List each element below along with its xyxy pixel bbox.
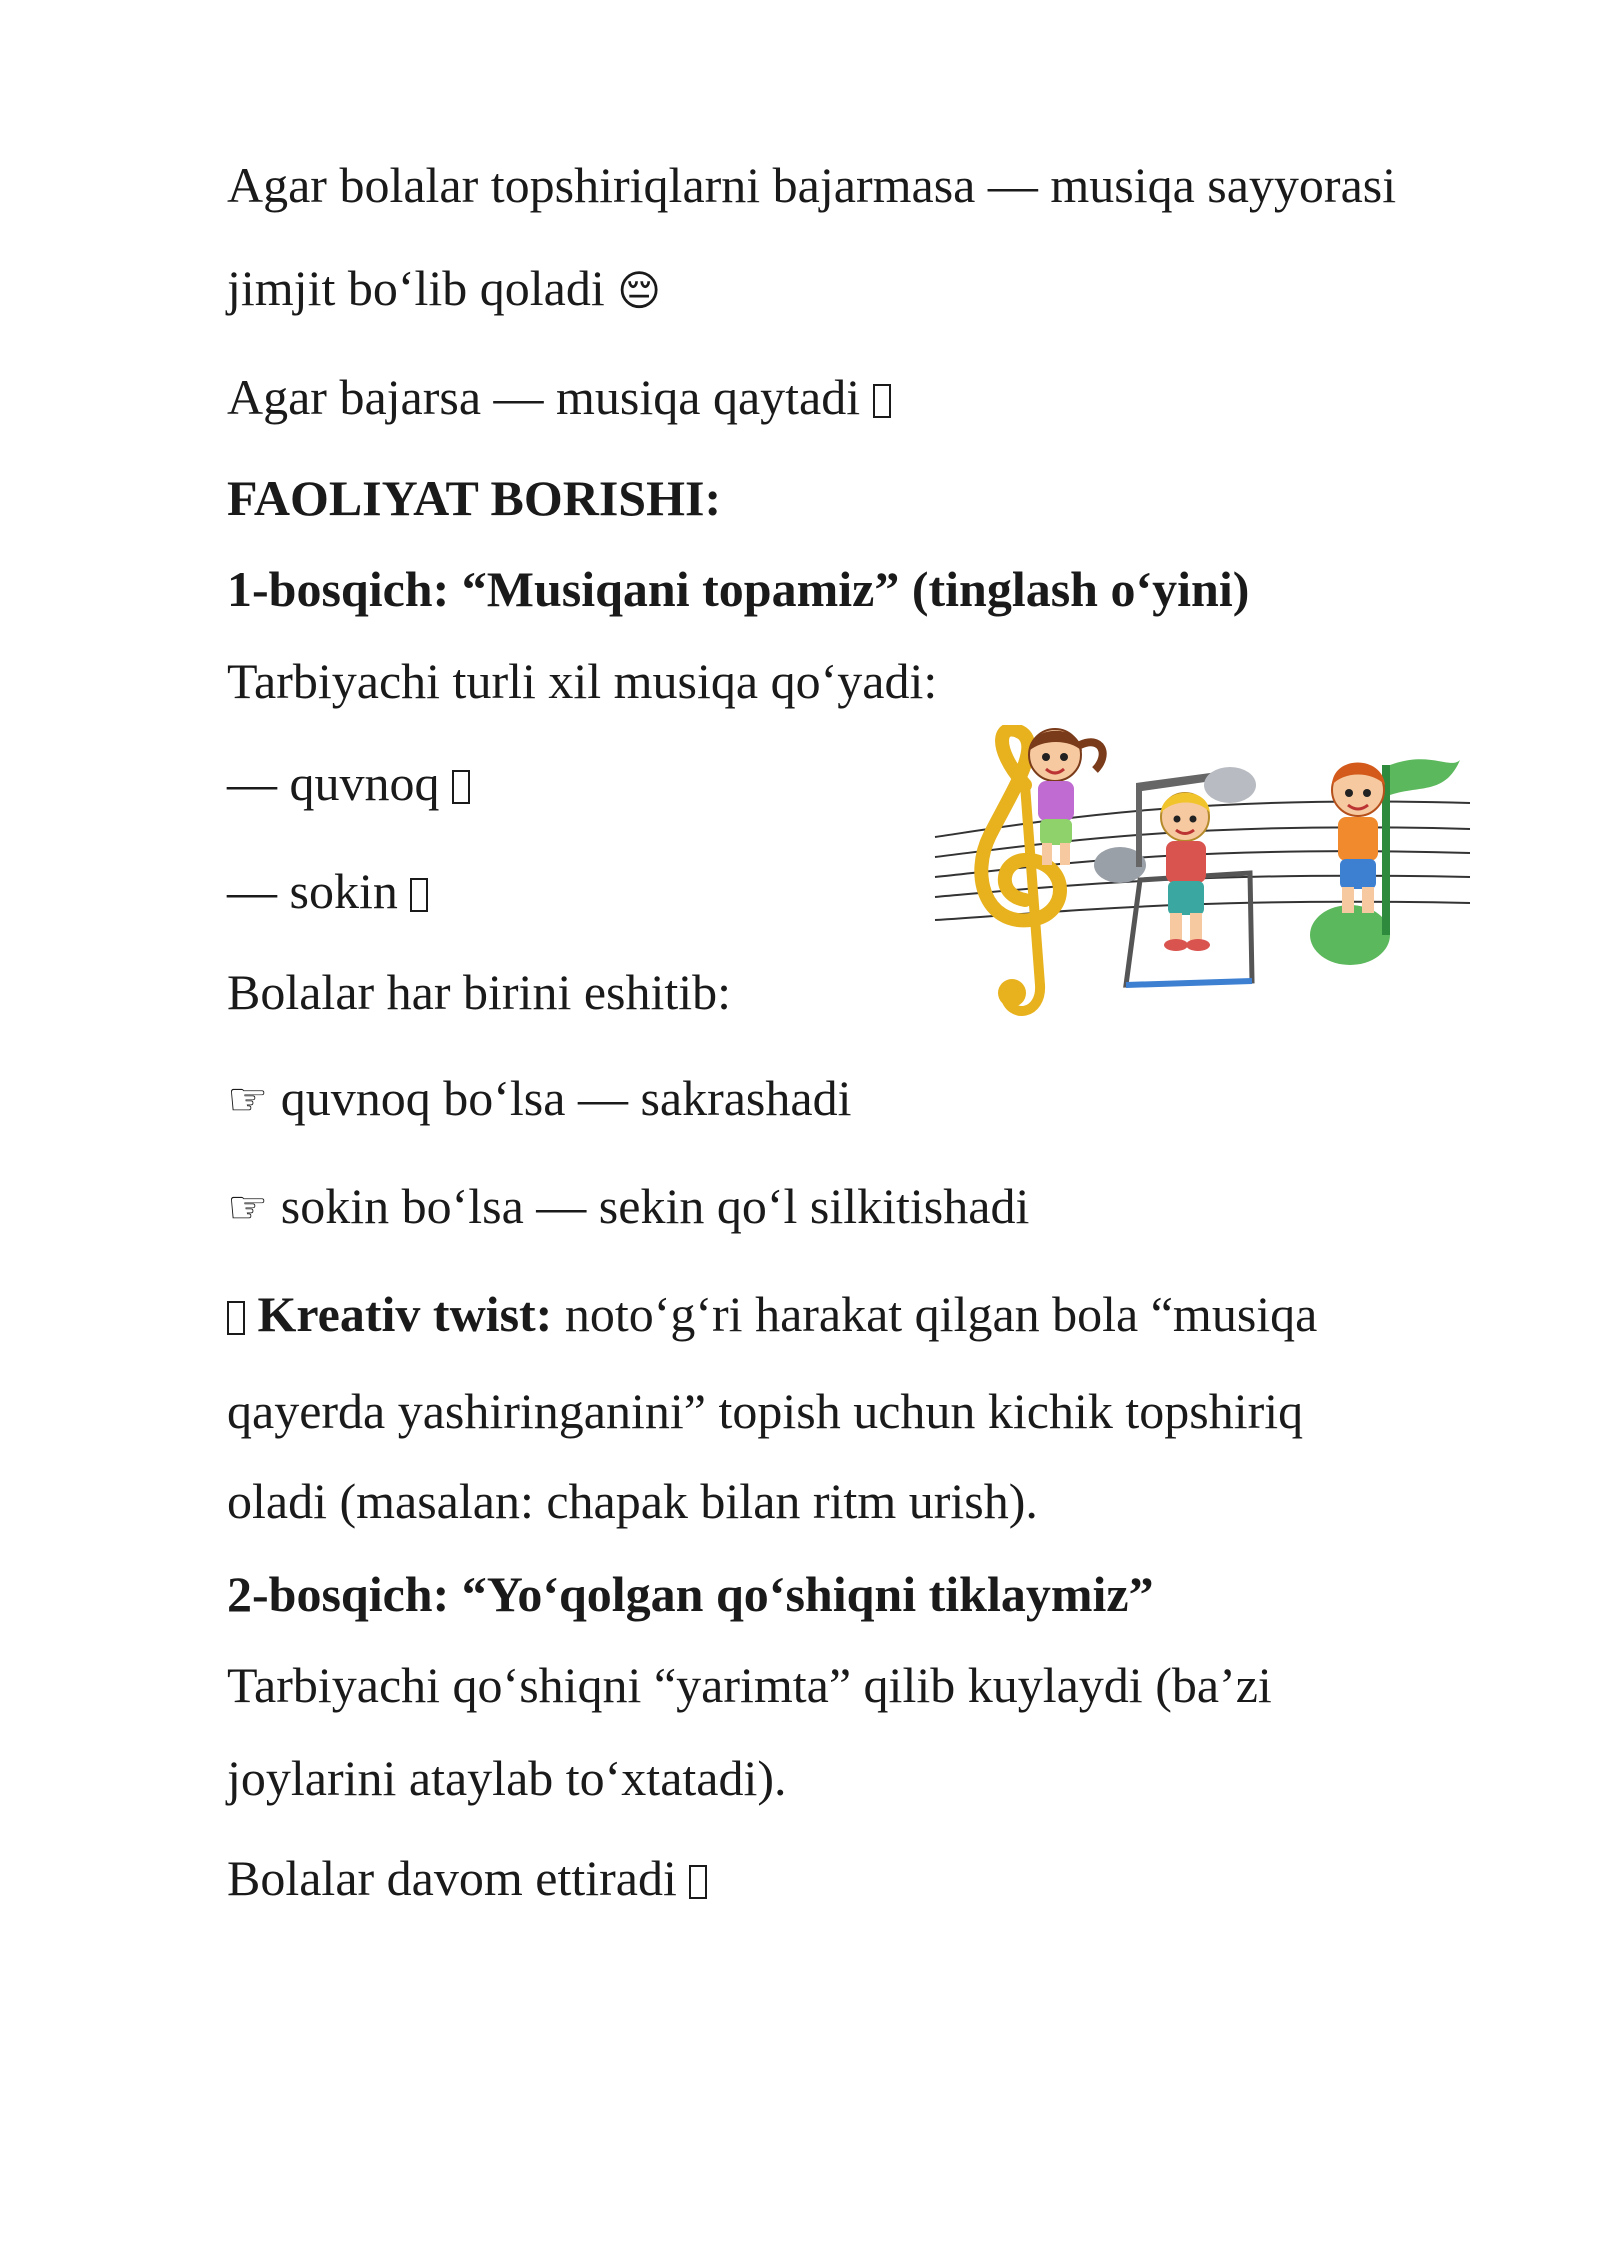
paragraph-line-3: Agar bajarsa — musiqa qaytadi bbox=[227, 367, 891, 427]
boy-blonde-figure bbox=[1161, 793, 1210, 951]
heading-stage-2: 2-bosqich: “Yo‘qolgan qo‘shiqni tiklaymiz” bbox=[227, 1566, 1154, 1622]
paragraph-line-4: Tarbiyachi turli xil musiqa qo‘yadi: bbox=[227, 653, 938, 709]
missing-glyph-box bbox=[452, 770, 470, 804]
paragraph-line-2: jimjit bo‘lib qoladi 😔 bbox=[227, 260, 662, 316]
pointing-item-2: ☞ sokin bo‘lsa — sekin qo‘l silkitishadi bbox=[227, 1178, 1030, 1234]
boy-redhead-figure bbox=[1332, 763, 1385, 914]
missing-glyph-box bbox=[689, 1865, 707, 1899]
list-item-sokin: — sokin bbox=[227, 861, 428, 921]
children-on-music-notes-illustration bbox=[930, 725, 1470, 1035]
paragraph-line-14: joylarini ataylab to‘xtatadi). bbox=[227, 1750, 787, 1806]
paragraph-line-10: Kreativ twist: noto‘g‘ri harakat qilgan bola “musiqa bbox=[227, 1284, 1317, 1344]
missing-glyph-box bbox=[227, 1301, 245, 1335]
paragraph-line-11: qayerda yashiringanini” topish uchun kichik topshiriq bbox=[227, 1383, 1304, 1439]
heading-faoliyat-borishi: FAOLIYAT BORISHI: bbox=[227, 470, 722, 526]
paragraph-line-1: Agar bolalar topshiriqlarni bajarmasa — musiqa sayyorasi bbox=[227, 157, 1397, 213]
sad-face-emoji: 😔 bbox=[617, 266, 662, 315]
paragraph-line-13: Tarbiyachi qo‘shiqni “yarimta” qilib kuylaydi (ba’zi bbox=[227, 1657, 1272, 1713]
missing-glyph-box bbox=[410, 878, 428, 912]
pointing-item-1: ☞ quvnoq bo‘lsa — sakrashadi bbox=[227, 1070, 852, 1126]
pointing-hand-icon: ☞ bbox=[227, 1180, 269, 1234]
pointing-hand-icon: ☞ bbox=[227, 1072, 269, 1126]
paragraph-line-7: Bolalar har birini eshitib: bbox=[227, 964, 732, 1020]
missing-glyph-box bbox=[873, 384, 891, 418]
paragraph-line-15: Bolalar davom ettiradi bbox=[227, 1848, 707, 1908]
paragraph-line-12: oladi (masalan: chapak bilan ritm urish). bbox=[227, 1473, 1038, 1529]
list-item-quvnoq: — quvnoq bbox=[227, 753, 470, 813]
heading-stage-1: 1-bosqich: “Musiqani topamiz” (tinglash o‘yini) bbox=[227, 561, 1250, 617]
